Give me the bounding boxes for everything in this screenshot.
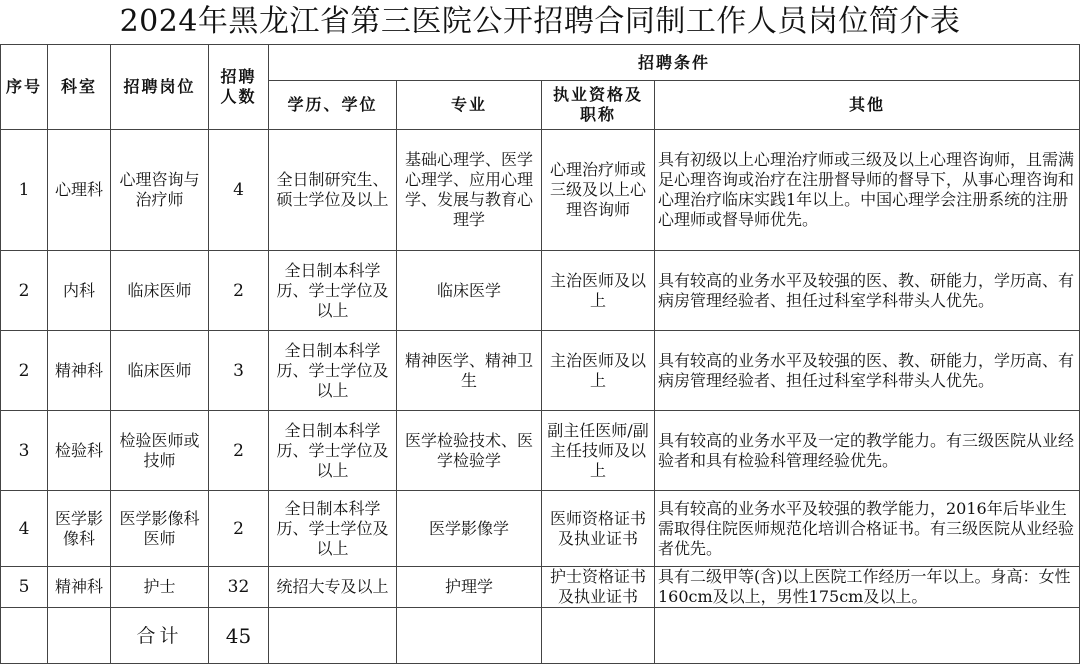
cell-major: 精神医学、精神卫生 xyxy=(397,331,542,411)
cell-empty xyxy=(48,608,111,664)
cell-edu: 全日制本科学历、学士学位及以上 xyxy=(269,331,397,411)
cell-qual: 医师资格证书及执业证书 xyxy=(542,491,655,567)
cell-other: 具有较高的业务水平及一定的教学能力。有三级医院从业经验者和具有检验科管理经验优先。 xyxy=(655,411,1080,491)
header-post: 招聘岗位 xyxy=(111,45,209,130)
cell-other: 具有初级以上心理治疗师或三级及以上心理咨询师，且需满足心理咨询或治疗在注册督导师的督导下，从事心理咨询和心理治疗临床实践1年以上。中国心理学会注册系统的注册心理师或督导师优先。 xyxy=(655,130,1080,251)
cell-edu: 统招大专及以上 xyxy=(269,567,397,608)
header-edu: 学历、学位 xyxy=(269,81,397,130)
cell-qual: 副主任医师/副主任技师及以上 xyxy=(542,411,655,491)
total-label: 合计 xyxy=(111,608,209,664)
cell-seq: 5 xyxy=(1,567,48,608)
table-row xyxy=(1,130,1080,251)
table-row xyxy=(1,491,1080,567)
cell-qual: 心理治疗师或三级及以上心理咨询师 xyxy=(542,130,655,251)
total-row xyxy=(1,608,1080,664)
cell-qual: 主治医师及以上 xyxy=(542,251,655,331)
cell-other: 具有较高的业务水平及较强的教学能力，2016年后毕业生需取得住院医师规范化培训合格证书。有三级医院从业经验者优先。 xyxy=(655,491,1080,567)
cell-edu: 全日制本科学历、学士学位及以上 xyxy=(269,491,397,567)
cell-count: 2 xyxy=(209,491,269,567)
cell-post: 医学影像科医师 xyxy=(111,491,209,567)
cell-major: 基础心理学、医学心理学、应用心理学、发展与教育心理学 xyxy=(397,130,542,251)
cell-other: 具有较高的业务水平及较强的医、教、研能力，学历高、有病房管理经验者、担任过科室学科带头人优先。 xyxy=(655,251,1080,331)
header-count: 招聘人数 xyxy=(209,45,269,130)
header-conditions: 招聘条件 xyxy=(269,45,1080,81)
table-row xyxy=(1,251,1080,331)
cell-major: 医学影像学 xyxy=(397,491,542,567)
cell-edu: 全日制本科学历、学士学位及以上 xyxy=(269,411,397,491)
cell-count: 2 xyxy=(209,251,269,331)
cell-empty xyxy=(542,608,655,664)
cell-dept: 心理科 xyxy=(48,130,111,251)
cell-count: 4 xyxy=(209,130,269,251)
cell-post: 心理咨询与治疗师 xyxy=(111,130,209,251)
cell-qual: 护士资格证书及执业证书 xyxy=(542,567,655,608)
cell-other: 具有较高的业务水平及较强的医、教、研能力，学历高、有病房管理经验者、担任过科室学科带头人优先。 xyxy=(655,331,1080,411)
cell-post: 护士 xyxy=(111,567,209,608)
cell-post: 临床医师 xyxy=(111,251,209,331)
cell-post: 检验医师或技师 xyxy=(111,411,209,491)
positions-table xyxy=(0,44,1080,664)
table-row xyxy=(1,331,1080,411)
cell-dept: 医学影像科 xyxy=(48,491,111,567)
cell-other: 具有二级甲等(含)以上医院工作经历一年以上。身高：女性160cm及以上，男性175cm及以上。 xyxy=(655,567,1080,608)
cell-seq: 1 xyxy=(1,130,48,251)
cell-seq: 2 xyxy=(1,251,48,331)
cell-dept: 精神科 xyxy=(48,567,111,608)
cell-edu: 全日制研究生、硕士学位及以上 xyxy=(269,130,397,251)
table-row xyxy=(1,411,1080,491)
header-other: 其他 xyxy=(655,81,1080,130)
cell-major: 护理学 xyxy=(397,567,542,608)
cell-count: 32 xyxy=(209,567,269,608)
cell-count: 2 xyxy=(209,411,269,491)
cell-seq: 3 xyxy=(1,411,48,491)
cell-empty xyxy=(655,608,1080,664)
cell-major: 医学检验技术、医学检验学 xyxy=(397,411,542,491)
header-dept: 科室 xyxy=(48,45,111,130)
cell-post: 临床医师 xyxy=(111,331,209,411)
cell-count: 3 xyxy=(209,331,269,411)
cell-dept: 精神科 xyxy=(48,331,111,411)
header-row-1 xyxy=(1,45,1080,81)
table-row xyxy=(1,567,1080,608)
header-major: 专业 xyxy=(397,81,542,130)
cell-seq: 4 xyxy=(1,491,48,567)
header-seq: 序号 xyxy=(1,45,48,130)
cell-empty xyxy=(1,608,48,664)
cell-qual: 主治医师及以上 xyxy=(542,331,655,411)
total-value: 45 xyxy=(209,608,269,664)
cell-empty xyxy=(397,608,542,664)
cell-empty xyxy=(269,608,397,664)
cell-seq: 2 xyxy=(1,331,48,411)
cell-dept: 检验科 xyxy=(48,411,111,491)
cell-major: 临床医学 xyxy=(397,251,542,331)
cell-edu: 全日制本科学历、学士学位及以上 xyxy=(269,251,397,331)
page-title: 2024年黑龙江省第三医院公开招聘合同制工作人员岗位简介表 xyxy=(119,4,961,39)
header-qual: 执业资格及职称 xyxy=(542,81,655,130)
cell-dept: 内科 xyxy=(48,251,111,331)
